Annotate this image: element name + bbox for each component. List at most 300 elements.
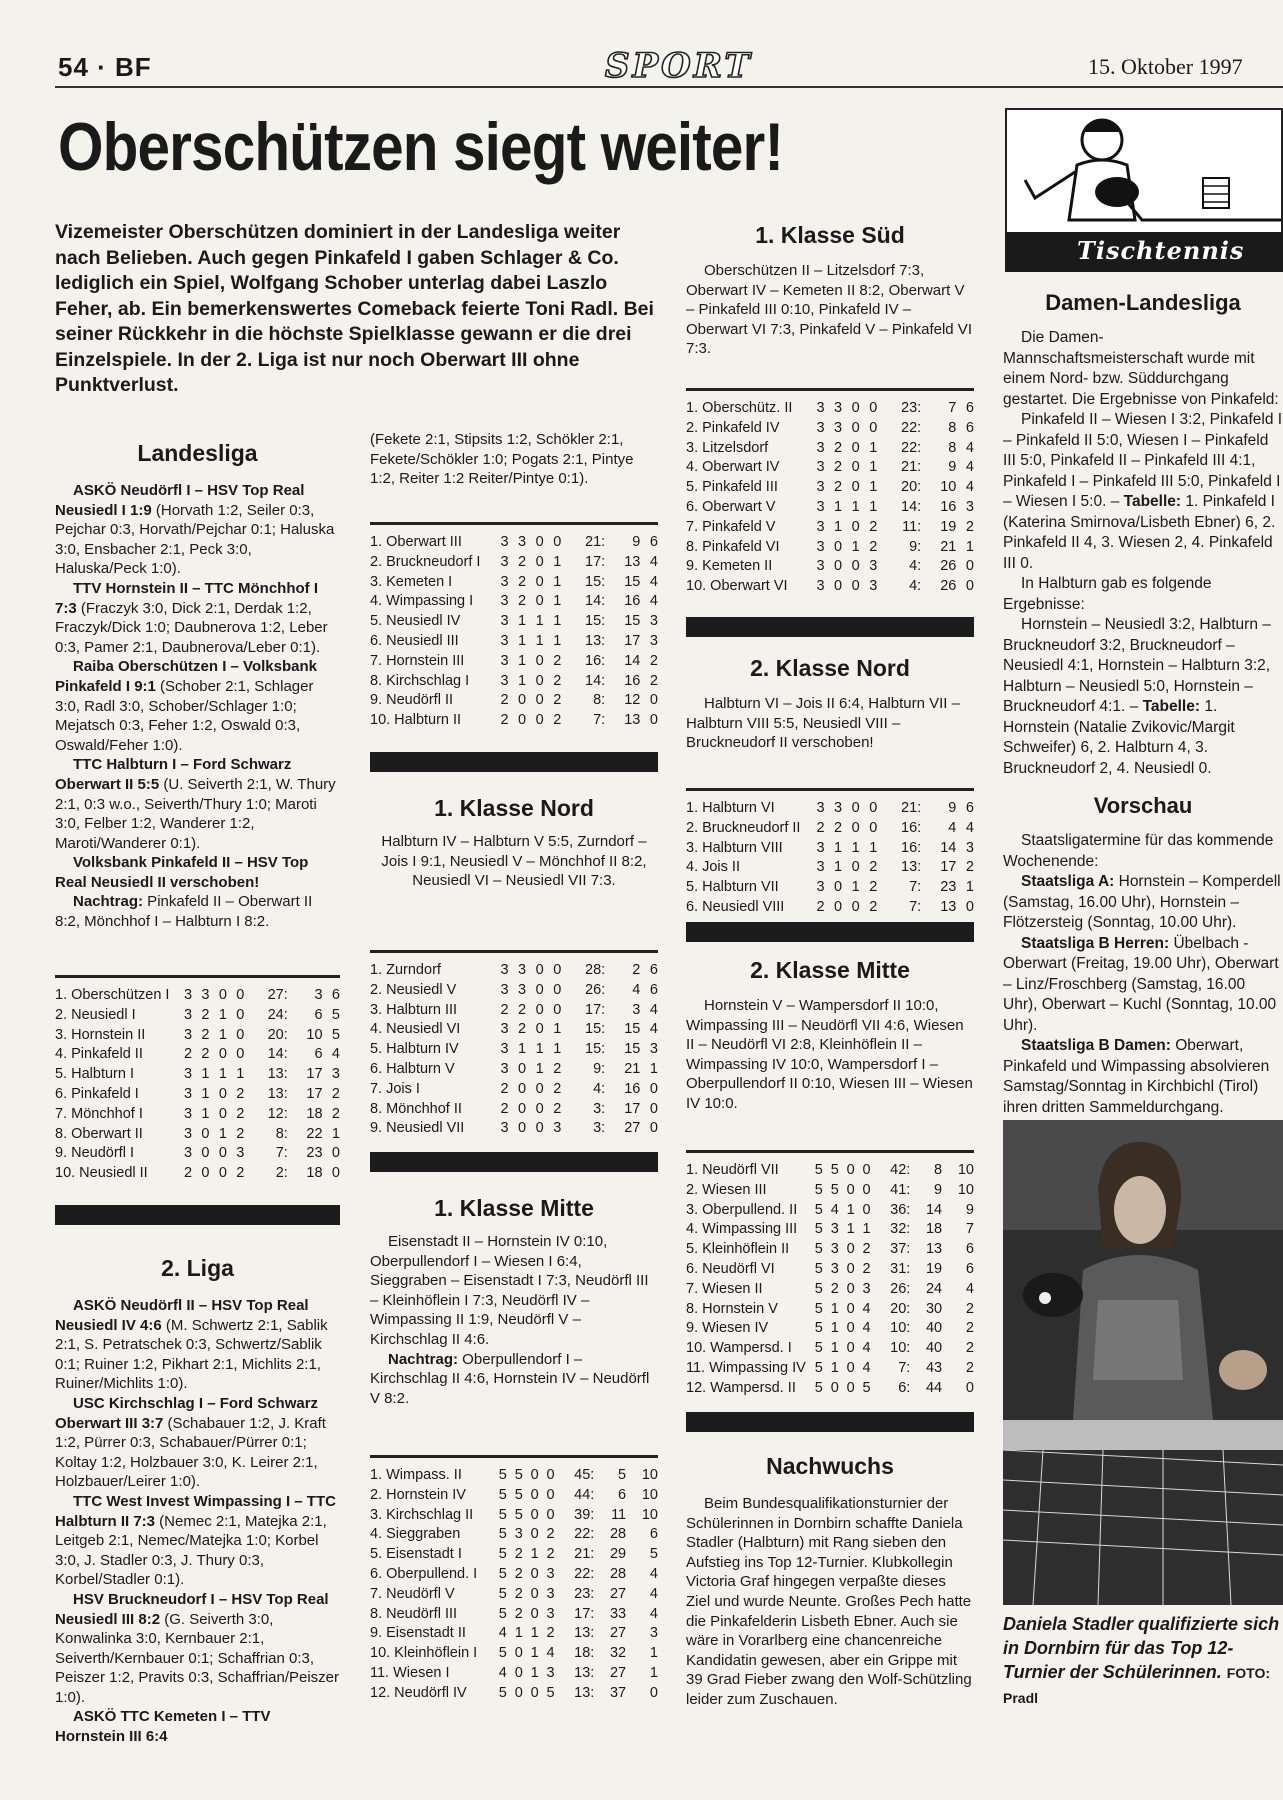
table-cell: 2 bbox=[236, 1165, 245, 1182]
table-cell: 1 bbox=[530, 1625, 539, 1642]
klasse-sued-1-table bbox=[686, 388, 974, 597]
table-cell: 2 bbox=[834, 819, 843, 836]
table-cell: 0 bbox=[535, 1100, 544, 1117]
table-cell: 3 bbox=[546, 1664, 555, 1681]
result-detail: (M. Schwertz 2:1, Sablik 2:1, S. Petratschek 0:3, Schwertz/Sablik 0:1; Ruiner 1:2, Pikhart 2:1, Michlits 2:1, Ruiner/Michlits 1:0). bbox=[55, 1316, 328, 1393]
team-name: 3. Halbturn III bbox=[370, 1001, 458, 1018]
table-cell: 2 bbox=[201, 1046, 210, 1063]
table-row bbox=[686, 399, 974, 419]
klasse-mitte-2-text: Hornstein V – Wampersdorf II 10:0, Wimpassing III – Neudörfl VII 4:6, Wiesen II – Neudörfl VI 2:8, Kleinhöflein II – Wimpassing IV 10:0, Wampersdorf I – Oberpullendorf II 0:10, Wiesen III – Wiesen IV 10:0. bbox=[686, 997, 973, 1112]
table-cell: 3 bbox=[184, 1145, 193, 1162]
table-cell: 0 bbox=[530, 1467, 539, 1483]
table-cell: 3 bbox=[816, 419, 825, 436]
team-name: 5. Eisenstadt I bbox=[370, 1546, 462, 1563]
table-row bbox=[370, 573, 658, 593]
table-cell: 21: bbox=[901, 800, 922, 816]
table-cell: 0 bbox=[514, 1645, 523, 1662]
table-cell: 10 bbox=[641, 1486, 658, 1503]
table-cell: 14: bbox=[585, 593, 606, 610]
result-title: Nachtrag: bbox=[73, 893, 144, 911]
table-cell: 2 bbox=[514, 1565, 523, 1582]
table-cell: 8 bbox=[948, 419, 957, 436]
table-cell: 28 bbox=[609, 1526, 627, 1543]
table-cell: 5 bbox=[498, 1486, 507, 1503]
table-cell: 2 bbox=[500, 1100, 509, 1117]
table-cell: 5 bbox=[498, 1546, 507, 1563]
table-row bbox=[686, 577, 974, 597]
table-cell: 0 bbox=[218, 1105, 227, 1122]
table-cell: 0 bbox=[862, 1181, 871, 1198]
table-cell: 3 bbox=[314, 987, 323, 1003]
table-cell: 3 bbox=[816, 578, 825, 595]
table-cell: 27 bbox=[609, 1625, 627, 1642]
table-cell: 0 bbox=[535, 593, 544, 610]
table-cell: 21: bbox=[585, 534, 606, 550]
table-cell: 5 bbox=[514, 1506, 523, 1523]
table-cell: 0 bbox=[851, 800, 860, 816]
table-cell: 0 bbox=[201, 1165, 210, 1182]
table-row bbox=[686, 1300, 974, 1320]
page-number: 54 · BF bbox=[58, 52, 152, 82]
table-cell: 37: bbox=[890, 1241, 911, 1258]
table-cell: 1 bbox=[331, 1125, 340, 1142]
klasse-mitte-1-table bbox=[370, 1455, 658, 1704]
table-cell: 2 bbox=[553, 1060, 562, 1077]
table-cell: 0 bbox=[518, 692, 527, 709]
table-cell: 22: bbox=[901, 419, 922, 436]
table-cell: 7: bbox=[275, 1145, 288, 1162]
table-row bbox=[370, 1119, 658, 1139]
table-cell: 0 bbox=[553, 962, 562, 978]
table-cell: 17: bbox=[585, 553, 606, 570]
table-cell: 5 bbox=[498, 1526, 507, 1543]
table-cell: 4 bbox=[498, 1625, 507, 1642]
table-cell: 5 bbox=[814, 1320, 823, 1337]
table-cell: 0 bbox=[218, 1085, 227, 1102]
table-cell: 18 bbox=[306, 1105, 323, 1122]
table-cell: 0 bbox=[846, 1260, 855, 1277]
table-cell: 1 bbox=[649, 1060, 658, 1077]
team-name: 1. Halbturn VI bbox=[686, 800, 775, 816]
table-cell: 3 bbox=[649, 1625, 658, 1642]
table-row bbox=[55, 1105, 340, 1125]
table-cell: 3 bbox=[500, 613, 509, 630]
table-cell: 0 bbox=[530, 1684, 539, 1701]
result-detail: Pinkafeld II – Oberwart II 8:2, Mönchhof I – Halbturn I 8:2. bbox=[55, 893, 313, 931]
table-cell: 3 bbox=[862, 1280, 871, 1297]
table-cell: 3 bbox=[965, 498, 974, 515]
klasse-nord-2-heading: 2. Klasse Nord bbox=[750, 655, 910, 681]
photo-credit: FOTO: Pradl bbox=[1003, 1665, 1271, 1706]
table-row bbox=[55, 1125, 340, 1145]
table-cell: 27 bbox=[609, 1664, 627, 1681]
table-cell: 21 bbox=[940, 538, 957, 555]
table-cell: 13: bbox=[901, 859, 922, 876]
table-row bbox=[686, 1240, 974, 1260]
table-cell: 0 bbox=[869, 819, 878, 836]
result-detail: (U. Seiverth 2:1, W. Thury 2:1, 0:3 w.o., Seiverth/Thury 1:0; Maroti 3:0, Felber 1:2, Wanderer 1:2, Maroti/Wanderer 0:1). bbox=[55, 775, 336, 852]
team-name: 1. Oberwart III bbox=[370, 534, 462, 550]
table-cell: 0 bbox=[846, 1340, 855, 1357]
table-cell: 6 bbox=[649, 534, 658, 550]
table-cell: 0 bbox=[535, 1001, 544, 1018]
table-cell: 9 bbox=[948, 459, 957, 476]
table-cell: 1 bbox=[518, 652, 527, 669]
table-cell: 0 bbox=[518, 1080, 527, 1097]
table-cell: 5 bbox=[814, 1379, 823, 1396]
table-cell: 1 bbox=[535, 613, 544, 630]
result-title: ASKÖ Neudörfl II – HSV Top Real Neusiedl IV 4:6 bbox=[55, 1297, 309, 1334]
table-cell: 1 bbox=[518, 1041, 527, 1058]
table-cell: 3 bbox=[500, 652, 509, 669]
table-cell: 22: bbox=[574, 1526, 595, 1543]
team-name: 8. Hornstein V bbox=[686, 1300, 778, 1317]
result-detail: (Horvath 1:2, Seiler 0:3, Pejchar 0:3, Horvath/Pejchar 0:1; Haluska 3:0, Ensbacher 2:1, Peck 3:0, Haluska/Peck 1:0). bbox=[55, 501, 335, 578]
table-row bbox=[686, 1260, 974, 1280]
table-row bbox=[686, 458, 974, 478]
team-name: 6. Neusiedl III bbox=[370, 632, 459, 649]
klasse-mitte-2-table bbox=[686, 1150, 974, 1399]
table-cell: 3 bbox=[816, 859, 825, 876]
table-cell: 11: bbox=[902, 518, 922, 535]
table-cell: 0 bbox=[965, 558, 974, 575]
table-cell: 10: bbox=[890, 1320, 911, 1337]
table-cell: 3 bbox=[518, 981, 527, 998]
table-cell: 14 bbox=[624, 652, 641, 669]
table-row bbox=[370, 1565, 658, 1585]
table-cell: 6 bbox=[965, 419, 974, 436]
table-cell: 0 bbox=[851, 819, 860, 836]
table-cell: 0 bbox=[851, 400, 860, 416]
table-cell: 16 bbox=[624, 1080, 641, 1097]
table-cell: 4 bbox=[965, 1280, 974, 1297]
damen-results-pinkafeld: Pinkafeld II – Wiesen I 3:2, Pinkafeld I – Pinkafeld II 5:0, Wiesen I – Pinkafeld III 5:0, Pinkafeld II – Pinkafeld III 4:1, Pinkafeld I – Pinkafeld III 5:0, Pinkafeld I – Wiesen I 5:0. – bbox=[1003, 411, 1283, 510]
table-row bbox=[686, 1201, 974, 1221]
team-name: 5. Kleinhöflein II bbox=[686, 1241, 790, 1258]
table-cell: 4 bbox=[649, 593, 658, 610]
player-photo bbox=[1003, 1120, 1283, 1605]
table-cell: 1 bbox=[201, 1066, 210, 1083]
table-cell: 18 bbox=[306, 1165, 323, 1182]
damen-landesliga-heading: Damen-Landesliga bbox=[1045, 290, 1241, 315]
table-cell: 2 bbox=[553, 1080, 562, 1097]
table-cell: 0 bbox=[851, 558, 860, 575]
table-cell: 44: bbox=[574, 1486, 595, 1503]
table-row bbox=[370, 711, 658, 731]
table-cell: 2 bbox=[632, 962, 641, 978]
table-row bbox=[55, 1085, 340, 1105]
table-cell: 5 bbox=[814, 1260, 823, 1277]
staatsliga-b-herren-label: Staatsliga B Herren: bbox=[1021, 934, 1170, 952]
table-cell: 8 bbox=[948, 439, 957, 456]
table-cell: 0 bbox=[530, 1565, 539, 1582]
liga2-table bbox=[370, 522, 658, 731]
table-cell: 26 bbox=[940, 578, 957, 595]
team-name: 8. Oberwart II bbox=[55, 1125, 143, 1142]
table-row bbox=[370, 1585, 658, 1605]
table-cell: 13 bbox=[624, 553, 641, 570]
table-cell: 15: bbox=[585, 1041, 606, 1058]
table-cell: 2 bbox=[869, 898, 878, 915]
table-cell: 3 bbox=[184, 987, 193, 1003]
table-cell: 0 bbox=[530, 1585, 539, 1602]
table-cell: 3 bbox=[649, 632, 658, 649]
team-name: 5. Halbturn IV bbox=[370, 1041, 459, 1058]
table-cell: 16: bbox=[585, 652, 606, 669]
table-row bbox=[686, 858, 974, 878]
table-cell: 0 bbox=[834, 578, 843, 595]
table-cell: 15: bbox=[585, 613, 606, 630]
staatsliga-a-text: Hornstein – Komperdell (Samstag, 16.00 Uhr), Hornstein – Flötzersteig (Sonntag, 10.00 Uhr). bbox=[1003, 873, 1281, 931]
table-row bbox=[686, 419, 974, 439]
table-cell: 1 bbox=[553, 573, 562, 590]
damen-tabelle-label-2: Tabelle: bbox=[1142, 698, 1201, 715]
table-cell: 3 bbox=[500, 1060, 509, 1077]
table-cell: 2 bbox=[236, 1085, 245, 1102]
table-cell: 2 bbox=[331, 1085, 340, 1102]
table-cell: 5 bbox=[498, 1684, 507, 1701]
table-cell: 39: bbox=[574, 1506, 595, 1523]
table-cell: 28: bbox=[585, 962, 606, 978]
staatsliga-a-label: Staatsliga A: bbox=[1021, 873, 1115, 890]
table-cell: 12 bbox=[624, 692, 641, 709]
klasse-nord-1-table bbox=[370, 950, 658, 1139]
table-row bbox=[686, 1181, 974, 1201]
table-cell: 13: bbox=[585, 632, 606, 649]
result-title: TTV Hornstein II – TTC Mönchhof I 7:3 bbox=[55, 579, 318, 617]
table-cell: 3 bbox=[500, 593, 509, 610]
table-cell: 0 bbox=[851, 479, 860, 496]
result-title: Volksbank Pinkafeld II – HSV Top Real Neusiedl II verschoben! bbox=[55, 854, 309, 891]
table-cell: 5 bbox=[514, 1467, 523, 1483]
table-cell: 10 bbox=[957, 1162, 974, 1178]
table-cell: 3 bbox=[500, 553, 509, 570]
table-cell: 9 bbox=[965, 1201, 974, 1218]
table-cell: 13 bbox=[925, 1241, 943, 1258]
table-cell: 4 bbox=[649, 1585, 658, 1602]
klasse-mitte-1-text: Eisenstadt II – Hornstein IV 0:10, Oberpullendorf I – Wiesen I 6:4, Sieggraben – Eisenstadt I 7:3, Neudörfl III – Kleinhöflein I 7:3, Neudörfl IV – Wimpassing II 1:9, Neudörfl V – Kirchschlag II 4:6. bbox=[370, 1233, 649, 1348]
table-cell: 22: bbox=[574, 1565, 595, 1582]
table-cell: 0 bbox=[965, 898, 974, 915]
table-cell: 5 bbox=[814, 1162, 823, 1178]
team-name: 5. Halbturn VII bbox=[686, 879, 779, 896]
table-cell: 1 bbox=[553, 593, 562, 610]
table-cell: 3 bbox=[830, 1260, 839, 1277]
table-cell: 0 bbox=[851, 439, 860, 456]
team-name: 6. Pinkafeld I bbox=[55, 1085, 139, 1102]
table-row bbox=[370, 1100, 658, 1120]
table-cell: 4 bbox=[862, 1340, 871, 1357]
team-name: 6. Neudörfl VI bbox=[686, 1260, 775, 1277]
table-cell: 0 bbox=[846, 1181, 855, 1198]
table-cell: 10 bbox=[940, 479, 957, 496]
table-cell: 3 bbox=[500, 981, 509, 998]
team-name: 10. Neusiedl II bbox=[55, 1165, 148, 1182]
table-cell: 3 bbox=[869, 558, 878, 575]
table-cell: 2 bbox=[331, 1105, 340, 1122]
table-cell: 26 bbox=[940, 558, 957, 575]
table-cell: 15 bbox=[624, 613, 641, 630]
table-row bbox=[686, 819, 974, 839]
table-cell: 6 bbox=[649, 962, 658, 978]
team-name: 5. Pinkafeld III bbox=[686, 479, 778, 496]
table-cell: 3 bbox=[816, 439, 825, 456]
table-cell: 3 bbox=[834, 419, 843, 436]
result-detail: (Nemec 2:1, Matejka 2:1, Leitgeb 2:1, Nemec/Matejka 1:0; Korbel 3:0, J. Stadler 0:3, J. Thury 0:3, Korbel/Stadler 0:1). bbox=[55, 1512, 327, 1589]
table-row bbox=[370, 1545, 658, 1565]
table-cell: 5 bbox=[498, 1605, 507, 1622]
table-cell: 26: bbox=[890, 1280, 911, 1297]
table-cell: 3 bbox=[500, 573, 509, 590]
result-title: USC Kirchschlag I – Ford Schwarz Oberwart III 3:7 bbox=[55, 1394, 319, 1432]
table-cell: 0 bbox=[546, 1467, 555, 1483]
table-cell: 3 bbox=[830, 1221, 839, 1238]
table-row bbox=[370, 1466, 658, 1486]
klasse-nord-1-bar bbox=[370, 1152, 658, 1172]
table-cell: 2 bbox=[965, 1340, 974, 1357]
table-cell: 2 bbox=[500, 1080, 509, 1097]
table-cell: 5 bbox=[546, 1684, 555, 1701]
nachwuchs-section bbox=[686, 1453, 974, 1710]
staatsliga-b-herren-text: Übelbach - Oberwart (Freitag, 19.00 Uhr), Oberwart – Linz/Froschberg (Samstag, 16.00 Uhr), Oberwart – Kuchl (Sonntag, 10.00 Uhr). bbox=[1003, 934, 1279, 1034]
damen-results-halbturn: Hornstein – Neusiedl 3:2, Halbturn – Bruckneudorf 3:2, Bruckneudorf – Neusiedl 4:1, Hornstein – Halbturn 3:2, Halbturn – Neusiedl 5:0, Hornstein – Bruckneudorf 4:1. – bbox=[1003, 616, 1271, 715]
table-cell: 1 bbox=[218, 1125, 227, 1142]
table-cell: 0 bbox=[965, 1379, 974, 1396]
table-cell: 6 bbox=[965, 1260, 974, 1277]
result-title: TTC Halbturn I – Ford Schwarz Oberwart II 5:5 bbox=[55, 756, 292, 793]
vorschau-heading: Vorschau bbox=[1093, 793, 1193, 818]
table-cell: 7 bbox=[948, 400, 957, 416]
table-cell: 0 bbox=[869, 419, 878, 436]
table-cell: 20: bbox=[890, 1300, 911, 1317]
table-cell: 0 bbox=[535, 962, 544, 978]
table-cell: 2 bbox=[184, 1165, 193, 1182]
table-cell: 2 bbox=[518, 553, 527, 570]
table-row bbox=[370, 533, 658, 553]
klasse-mitte-1-heading: 1. Klasse Mitte bbox=[434, 1195, 594, 1221]
klasse-nord-2-text: Halbturn VI – Jois II 6:4, Halbturn VII – Halbturn VIII 5:5, Neusiedl VIII – Bruckneudorf II verschoben! bbox=[686, 695, 960, 752]
table-cell: 1 bbox=[535, 632, 544, 649]
table-row bbox=[370, 1644, 658, 1664]
table-cell: 7 bbox=[965, 1221, 974, 1238]
table-row bbox=[370, 592, 658, 612]
table-cell: 5 bbox=[498, 1506, 507, 1523]
section-title: SPORT bbox=[605, 46, 753, 86]
result-title: ASKÖ Neudörfl I – HSV Top Real Neusiedl I 1:9 bbox=[55, 482, 305, 519]
team-name: 9. Neusiedl VII bbox=[370, 1120, 465, 1137]
table-cell: 3 bbox=[500, 962, 509, 978]
table-row bbox=[370, 1664, 658, 1684]
table-cell: 0 bbox=[649, 1100, 658, 1117]
table-cell: 2 bbox=[553, 712, 562, 729]
table-cell: 23: bbox=[574, 1585, 595, 1602]
liga2-section bbox=[55, 1255, 340, 1747]
table-cell: 0 bbox=[846, 1162, 855, 1178]
team-name: 3. Kirchschlag II bbox=[370, 1506, 474, 1523]
team-name: 3. Kemeten I bbox=[370, 573, 453, 590]
table-cell: 3 bbox=[184, 1085, 193, 1102]
table-cell: 7: bbox=[909, 879, 922, 896]
table-cell: 0 bbox=[530, 1486, 539, 1503]
table-cell: 0 bbox=[535, 981, 544, 998]
team-name: 5. Halbturn I bbox=[55, 1066, 134, 1083]
result-paragraph bbox=[55, 579, 340, 657]
klasse-mitte-2-section bbox=[686, 957, 974, 1114]
table-cell: 0 bbox=[846, 1359, 855, 1376]
result-paragraph bbox=[55, 481, 340, 579]
team-name: 12. Neudörfl IV bbox=[370, 1684, 467, 1701]
table-cell: 3 bbox=[514, 1526, 523, 1543]
table-cell: 6: bbox=[898, 1379, 911, 1396]
team-name: 9. Neudörfl I bbox=[55, 1145, 134, 1162]
table-cell: 0 bbox=[649, 1080, 658, 1097]
table-cell: 0 bbox=[553, 981, 562, 998]
table-cell: 5 bbox=[814, 1181, 823, 1198]
table-cell: 0 bbox=[869, 800, 878, 816]
table-cell: 17 bbox=[306, 1085, 323, 1102]
table-cell: 6 bbox=[314, 1006, 323, 1023]
table-cell: 4: bbox=[909, 558, 922, 575]
table-cell: 0 bbox=[535, 652, 544, 669]
table-cell: 0 bbox=[535, 712, 544, 729]
result-paragraph bbox=[55, 1296, 340, 1394]
table-cell: 45: bbox=[574, 1467, 595, 1483]
team-name: 9. Eisenstadt II bbox=[370, 1625, 466, 1642]
table-cell: 5 bbox=[498, 1467, 507, 1483]
table-cell: 44 bbox=[925, 1379, 943, 1396]
table-cell: 13: bbox=[574, 1684, 595, 1701]
klasse-nord-1-section bbox=[370, 795, 658, 891]
table-cell: 6 bbox=[649, 981, 658, 998]
klasse-nord-2-section bbox=[686, 655, 974, 753]
table-cell: 0 bbox=[535, 573, 544, 590]
team-name: 11. Wiesen I bbox=[370, 1664, 450, 1681]
table-cell: 32 bbox=[609, 1645, 627, 1662]
table-cell: 4: bbox=[909, 578, 922, 595]
table-cell: 0 bbox=[834, 898, 843, 915]
table-cell: 40 bbox=[925, 1340, 943, 1357]
team-name: 4. Jois II bbox=[686, 859, 740, 876]
table-cell: 30 bbox=[925, 1300, 943, 1317]
photo-caption-text: Daniela Stadler qualifizierte sich in Dornbirn für das Top 12-Turnier der Schülerinnen. bbox=[1003, 1614, 1280, 1682]
table-cell: 2 bbox=[546, 1526, 555, 1543]
table-cell: 13: bbox=[574, 1625, 595, 1642]
team-name: 7. Pinkafeld V bbox=[686, 518, 776, 535]
table-cell: 20: bbox=[901, 479, 922, 496]
table-cell: 16 bbox=[624, 593, 641, 610]
klasse-mitte-2-bar bbox=[686, 1412, 974, 1432]
table-cell: 4 bbox=[632, 981, 641, 998]
table-cell: 2 bbox=[201, 1006, 210, 1023]
vorschau-intro: Staatsligatermine für das kommende Wochenende: bbox=[1003, 832, 1274, 870]
team-name: 1. Zurndorf bbox=[370, 962, 441, 978]
table-row bbox=[686, 1161, 974, 1181]
table-cell: 1 bbox=[834, 518, 843, 535]
table-cell: 3 bbox=[500, 672, 509, 689]
table-cell: 2 bbox=[514, 1546, 523, 1563]
table-cell: 2 bbox=[553, 1100, 562, 1117]
table-cell: 0 bbox=[201, 1125, 210, 1142]
table-cell: 14: bbox=[267, 1046, 288, 1063]
table-row bbox=[370, 672, 658, 692]
table-row bbox=[55, 1164, 340, 1184]
table-cell: 2 bbox=[236, 1125, 245, 1142]
table-cell: 3 bbox=[869, 578, 878, 595]
table-row bbox=[55, 1065, 340, 1085]
team-name: 3. Litzelsdorf bbox=[686, 439, 769, 456]
table-cell: 1 bbox=[965, 879, 974, 896]
team-name: 10. Halbturn II bbox=[370, 712, 462, 729]
